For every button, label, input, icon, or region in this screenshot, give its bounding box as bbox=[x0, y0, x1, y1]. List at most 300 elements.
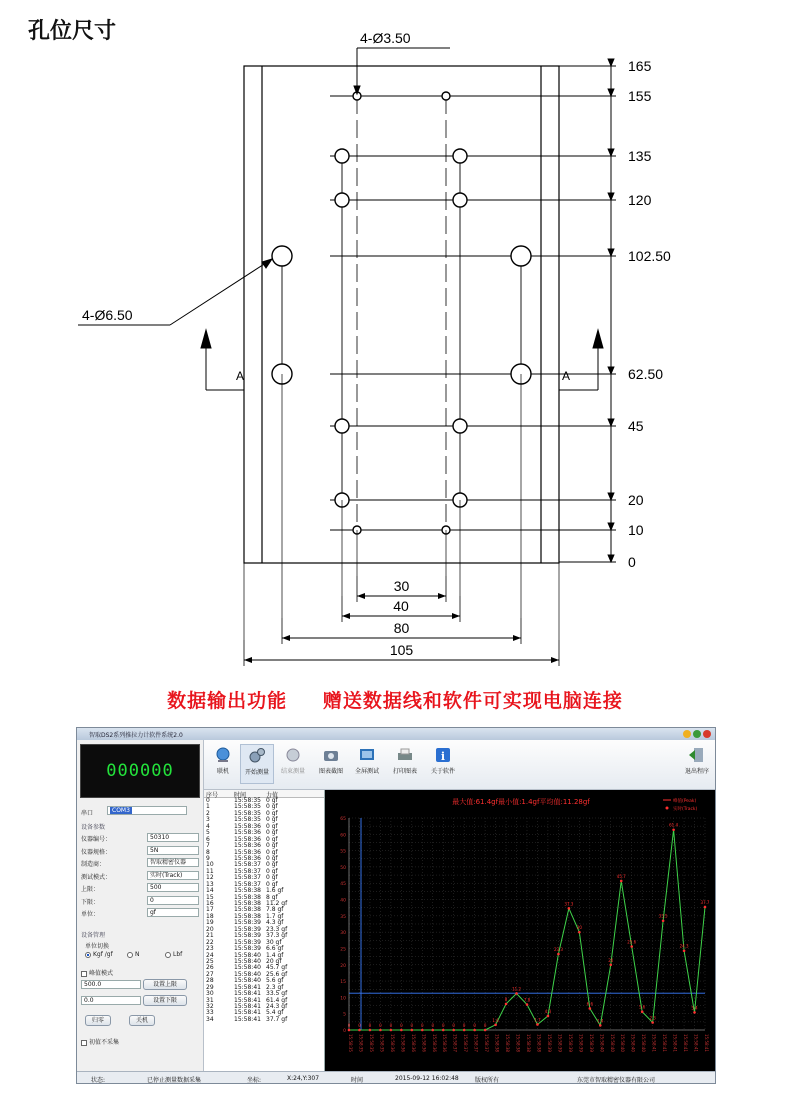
data-label: 61.4 bbox=[669, 822, 679, 828]
data-point bbox=[473, 1029, 476, 1032]
force-chart bbox=[325, 790, 716, 1073]
param-label: 仪器规格： bbox=[81, 848, 112, 856]
x-tick-label: 15:58:38 bbox=[515, 1034, 521, 1052]
row-force: 5.6 gf bbox=[266, 977, 284, 985]
display-value: 000000 bbox=[106, 761, 174, 781]
force-display bbox=[80, 744, 200, 798]
data-table bbox=[204, 790, 325, 1073]
hole bbox=[453, 419, 467, 433]
params-header: 设备参数 bbox=[81, 824, 106, 831]
data-point bbox=[589, 1007, 592, 1010]
x-tick-label: 15:58:37 bbox=[484, 1034, 490, 1052]
row-index: 1 bbox=[206, 803, 210, 811]
y-tick-label: 45 bbox=[340, 882, 346, 888]
header-time: 时间 bbox=[234, 792, 247, 799]
row-force: 2.3 gf bbox=[266, 983, 284, 991]
data-point bbox=[704, 906, 707, 909]
param-value: gf bbox=[147, 908, 199, 917]
y-dim-label: 10 bbox=[628, 522, 644, 538]
row-time: 15:58:36 bbox=[234, 822, 261, 830]
row-force: 23.3 gf bbox=[266, 925, 288, 933]
x-tick-label: 15:58:35 bbox=[358, 1034, 364, 1052]
data-label: 11.2 bbox=[512, 986, 521, 992]
hole bbox=[442, 92, 450, 100]
row-force: 11.2 gf bbox=[266, 900, 288, 907]
row-index: 14 bbox=[206, 887, 214, 895]
x-tick-label: 15:58:38 bbox=[536, 1034, 542, 1052]
data-point bbox=[494, 1023, 497, 1026]
unit-kgf-label: Kgf /gf bbox=[93, 951, 113, 958]
legend-track: 实时(Track) bbox=[673, 807, 698, 812]
data-point bbox=[442, 1029, 445, 1032]
slogan-part1: 数据输出功能 bbox=[167, 690, 288, 712]
row-force: 0 gf bbox=[266, 797, 278, 804]
x-tick-label: 15:58:40 bbox=[609, 1034, 615, 1052]
param-value: 实时(Track) bbox=[147, 871, 199, 880]
y-dim-arrow bbox=[608, 249, 614, 256]
param-label: 制造商： bbox=[81, 861, 106, 868]
x-tick-label: 15:58:41 bbox=[672, 1034, 678, 1052]
status-copyright: 版权所有 bbox=[475, 1077, 500, 1084]
data-label: 6.6 bbox=[586, 1001, 594, 1007]
data-point bbox=[348, 1029, 351, 1032]
row-time: 15:58:38 bbox=[234, 906, 261, 914]
page-title: 孔位尺寸 bbox=[28, 19, 117, 44]
set-upper-button[interactable]: 设置上限 bbox=[143, 979, 187, 990]
row-index: 22 bbox=[206, 938, 214, 946]
x-tick-label: 15:58:37 bbox=[473, 1034, 479, 1052]
y-dim-label: 135 bbox=[628, 148, 652, 164]
x-tick-label: 15:58:39 bbox=[567, 1034, 573, 1052]
data-label: 0 bbox=[452, 1023, 455, 1028]
x-dim-label: 40 bbox=[393, 598, 409, 614]
section-letter-left: A bbox=[236, 369, 245, 383]
data-label: 0 bbox=[483, 1023, 487, 1028]
y-tick-label: 5 bbox=[343, 1012, 346, 1018]
row-force: 0 gf bbox=[266, 809, 278, 817]
data-point bbox=[463, 1029, 466, 1032]
row-force: 7.8 gf bbox=[266, 906, 284, 914]
row-time: 15:58:41 bbox=[234, 990, 261, 998]
window-title: 智取DS2系列推拉力计软件系统2.0 bbox=[89, 731, 183, 739]
unit-radio-n[interactable] bbox=[127, 951, 140, 958]
x-tick-label: 15:58:41 bbox=[662, 1034, 668, 1052]
row-force: 0 gf bbox=[266, 854, 278, 862]
data-label: 0 bbox=[347, 1023, 351, 1028]
row-index: 32 bbox=[206, 1003, 214, 1010]
about-button[interactable] bbox=[426, 746, 460, 775]
hole bbox=[335, 419, 349, 433]
off-button[interactable]: 关机 bbox=[129, 1015, 155, 1026]
data-label: 0 bbox=[441, 1023, 445, 1028]
data-point bbox=[609, 963, 612, 966]
x-dim-label: 80 bbox=[393, 620, 410, 636]
row-time: 15:58:37 bbox=[234, 861, 261, 869]
row-index: 26 bbox=[206, 964, 214, 972]
y-dim-arrow bbox=[608, 59, 614, 66]
plate-outline bbox=[244, 66, 559, 563]
printer-icon bbox=[396, 746, 414, 764]
y-tick-label: 30 bbox=[340, 931, 346, 937]
x-tick-label: 15:58:36 bbox=[389, 1034, 395, 1052]
data-label: 30 bbox=[576, 925, 582, 931]
fullscreen-button[interactable] bbox=[350, 746, 384, 775]
window-titlebar bbox=[77, 728, 715, 740]
row-time: 15:58:38 bbox=[234, 893, 261, 901]
about-label: 关于软件 bbox=[430, 768, 455, 775]
row-time: 15:58:41 bbox=[234, 983, 261, 991]
globe-icon bbox=[214, 746, 232, 764]
param-label: 仪器编号： bbox=[81, 836, 112, 843]
y-dim-label: 62.50 bbox=[628, 366, 664, 382]
data-point bbox=[369, 1029, 372, 1032]
chart-capture-button[interactable] bbox=[314, 746, 348, 775]
y-tick-label: 65 bbox=[340, 817, 346, 822]
stop-measure-button[interactable] bbox=[276, 746, 310, 775]
param-value: 0 bbox=[147, 896, 199, 905]
hole bbox=[453, 149, 467, 163]
row-force: 1.7 gf bbox=[266, 912, 284, 920]
row-index: 9 bbox=[206, 854, 210, 862]
data-label: 25.6 bbox=[627, 939, 637, 945]
row-index: 7 bbox=[206, 842, 210, 850]
unit-lbf-label: Lbf bbox=[173, 951, 183, 958]
hole bbox=[511, 246, 531, 266]
x-dim-arrow bbox=[513, 635, 521, 641]
no-sample-checkbox[interactable] bbox=[81, 1037, 119, 1046]
x-tick-label: 15:58:38 bbox=[505, 1034, 511, 1052]
row-index: 19 bbox=[206, 919, 214, 927]
y-dim-arrow bbox=[608, 493, 614, 500]
y-tick-label: 55 bbox=[340, 849, 346, 855]
row-time: 15:58:36 bbox=[234, 848, 261, 856]
data-point bbox=[672, 828, 675, 831]
x-dim-arrow bbox=[244, 657, 252, 663]
x-tick-label: 15:58:36 bbox=[400, 1034, 406, 1052]
param-label: 单位： bbox=[81, 911, 100, 918]
data-point bbox=[557, 953, 560, 956]
row-index: 12 bbox=[206, 874, 214, 882]
data-point bbox=[547, 1015, 550, 1018]
status-time-value: 2015-09-12 16:02:48 bbox=[395, 1075, 459, 1082]
status-time-label: 时间 bbox=[351, 1077, 364, 1084]
y-tick-label: 20 bbox=[340, 963, 346, 969]
param-label: 下限： bbox=[81, 898, 100, 906]
row-force: 0 gf bbox=[266, 803, 278, 811]
y-tick-label: 60 bbox=[340, 833, 346, 839]
row-time: 15:58:38 bbox=[234, 900, 261, 907]
y-dim-arrow bbox=[608, 555, 614, 562]
y-dim-label: 155 bbox=[628, 88, 652, 104]
y-dim-arrow bbox=[608, 367, 614, 374]
software-window bbox=[76, 727, 716, 1084]
y-dim-label: 20 bbox=[628, 492, 644, 508]
y-tick-label: 0 bbox=[343, 1029, 346, 1034]
small-hole-label: 4-Ø3.50 bbox=[360, 30, 411, 46]
row-time: 15:58:40 bbox=[234, 970, 261, 978]
param-value: 500 bbox=[147, 883, 199, 892]
hole bbox=[453, 193, 467, 207]
section-letter-right: A bbox=[562, 369, 571, 383]
row-time: 15:58:40 bbox=[234, 964, 261, 972]
close-icon[interactable] bbox=[703, 730, 711, 738]
port-label: 串口 bbox=[81, 810, 94, 817]
toolbar bbox=[204, 740, 715, 790]
row-index: 8 bbox=[206, 848, 210, 856]
row-force: 8 gf bbox=[266, 893, 278, 901]
x-tick-label: 15:58:39 bbox=[557, 1034, 563, 1052]
info-icon bbox=[434, 746, 452, 764]
status-coord-label: 坐标: bbox=[247, 1077, 262, 1084]
row-time: 15:58:38 bbox=[234, 912, 261, 920]
data-label: 0 bbox=[389, 1023, 393, 1028]
row-index: 28 bbox=[206, 977, 214, 985]
y-dim-label: 45 bbox=[628, 418, 644, 434]
maximize-icon[interactable] bbox=[693, 730, 701, 738]
data-point bbox=[505, 1003, 508, 1006]
row-time: 15:58:35 bbox=[234, 809, 261, 817]
stop-measure-label: 结束测量 bbox=[280, 768, 305, 775]
mgmt-header: 设备管理 bbox=[81, 932, 106, 939]
data-label: 0 bbox=[421, 1023, 424, 1028]
row-time: 15:58:35 bbox=[234, 816, 261, 824]
param-value: 智取精密仪器 bbox=[147, 858, 199, 867]
x-tick-label: 15:58:40 bbox=[599, 1034, 605, 1052]
row-force: 0 gf bbox=[266, 835, 278, 843]
table-row[interactable] bbox=[204, 1017, 324, 1023]
legend-peak: 峰值(Peak) bbox=[673, 799, 697, 804]
y-tick-label: 50 bbox=[340, 865, 346, 871]
data-label: 1.7 bbox=[534, 1017, 541, 1023]
data-point bbox=[411, 1029, 414, 1032]
row-index: 34 bbox=[206, 1015, 214, 1023]
y-dim-label: 0 bbox=[628, 554, 636, 570]
row-force: 37.7 gf bbox=[266, 1015, 288, 1023]
row-time: 15:58:37 bbox=[234, 874, 261, 882]
y-tick-label: 40 bbox=[340, 898, 346, 904]
row-index: 33 bbox=[206, 1009, 214, 1017]
data-label: 1.6 bbox=[492, 1017, 499, 1023]
row-index: 11 bbox=[206, 867, 214, 875]
exit-button[interactable] bbox=[680, 746, 714, 775]
x-dim-label: 105 bbox=[389, 642, 414, 658]
data-point bbox=[630, 945, 633, 948]
row-time: 15:58:37 bbox=[234, 867, 261, 875]
x-dim-arrow bbox=[282, 635, 290, 641]
x-tick-label: 15:58:41 bbox=[651, 1034, 657, 1052]
x-tick-label: 15:58:35 bbox=[379, 1034, 385, 1052]
y-dim-arrow bbox=[608, 419, 614, 426]
param-value: 50310 bbox=[147, 833, 199, 842]
unit-n-label: N bbox=[135, 951, 140, 958]
row-time: 15:58:39 bbox=[234, 919, 261, 927]
data-point bbox=[515, 992, 518, 995]
data-label: 33.5 bbox=[658, 913, 668, 919]
unit-radio-kgf[interactable] bbox=[85, 951, 113, 958]
x-tick-label: 15:58:40 bbox=[630, 1034, 636, 1052]
header-force: 力值 bbox=[266, 792, 279, 799]
set-lower-button[interactable]: 设置下限 bbox=[143, 995, 187, 1006]
data-point bbox=[536, 1023, 539, 1026]
param-label: 测试模式： bbox=[81, 873, 112, 881]
x-tick-label: 15:58:35 bbox=[348, 1034, 353, 1052]
x-dim-arrow bbox=[357, 593, 365, 599]
data-label: 0 bbox=[379, 1023, 382, 1028]
x-tick-label: 15:58:39 bbox=[588, 1034, 594, 1052]
peak-mode-label: 峰值模式 bbox=[89, 970, 114, 977]
row-force: 30 gf bbox=[266, 938, 282, 946]
row-index: 30 bbox=[206, 990, 214, 998]
row-time: 15:58:39 bbox=[234, 932, 261, 940]
row-force: 20 gf bbox=[266, 957, 282, 965]
row-time: 15:58:40 bbox=[234, 977, 261, 985]
row-force: 0 gf bbox=[266, 829, 278, 837]
unit-radio-lbf[interactable] bbox=[165, 951, 182, 958]
row-index: 29 bbox=[206, 983, 214, 991]
x-tick-label: 15:58:38 bbox=[526, 1034, 531, 1052]
data-point bbox=[452, 1029, 455, 1032]
lower-limit-input[interactable]: 0.0 bbox=[81, 996, 141, 1005]
data-point bbox=[578, 931, 581, 934]
data-point bbox=[568, 907, 571, 910]
x-tick-label: 15:58:37 bbox=[452, 1034, 458, 1052]
row-force: 37.3 gf bbox=[266, 932, 288, 940]
row-time: 15:58:39 bbox=[234, 945, 261, 953]
print-chart-button[interactable] bbox=[388, 746, 422, 775]
data-label: 37.7 bbox=[700, 900, 710, 906]
data-point bbox=[421, 1029, 424, 1032]
minimize-icon[interactable] bbox=[683, 730, 691, 738]
table-header bbox=[204, 790, 324, 798]
row-index: 15 bbox=[206, 893, 214, 901]
data-label: 4.3 bbox=[544, 1008, 552, 1014]
row-time: 15:58:40 bbox=[234, 957, 261, 965]
x-tick-label: 15:58:40 bbox=[641, 1034, 647, 1052]
data-label: 8 bbox=[504, 996, 508, 1002]
row-time: 15:58:40 bbox=[234, 951, 261, 959]
data-label: 37.3 bbox=[564, 901, 574, 907]
x-tick-label: 15:58:37 bbox=[463, 1034, 469, 1052]
x-tick-label: 15:58:36 bbox=[421, 1034, 427, 1052]
row-force: 4.3 gf bbox=[266, 919, 284, 927]
hole bbox=[335, 193, 349, 207]
data-point bbox=[693, 1011, 696, 1014]
stop-gears-icon bbox=[284, 746, 302, 764]
y-dim-label: 165 bbox=[628, 58, 652, 74]
status-state-value: 已停止测量数据采集 bbox=[147, 1077, 202, 1084]
y-tick-label: 10 bbox=[340, 996, 346, 1002]
upper-limit-input[interactable]: 500.0 bbox=[81, 980, 141, 989]
row-force: 0 gf bbox=[266, 842, 278, 850]
row-force: 0 gf bbox=[266, 861, 278, 869]
zero-button[interactable]: 归零 bbox=[85, 1015, 111, 1026]
status-state-label: 状态: bbox=[91, 1077, 106, 1084]
x-dim-arrow bbox=[438, 593, 446, 599]
row-time: 15:58:36 bbox=[234, 829, 261, 837]
row-index: 3 bbox=[206, 816, 210, 824]
y-dim-arrow bbox=[608, 149, 614, 156]
y-tick-label: 25 bbox=[340, 947, 346, 953]
x-tick-label: 15:58:41 bbox=[693, 1034, 699, 1052]
start-measure-button[interactable] bbox=[240, 744, 274, 784]
row-time: 15:58:41 bbox=[234, 1003, 261, 1010]
y-dim-arrow bbox=[608, 89, 614, 96]
y-tick-label: 35 bbox=[340, 914, 346, 920]
row-force: 0 gf bbox=[266, 874, 278, 882]
row-force: 0 gf bbox=[266, 822, 278, 830]
data-point bbox=[599, 1024, 602, 1027]
row-index: 21 bbox=[206, 932, 214, 940]
row-time: 15:58:39 bbox=[234, 938, 261, 946]
data-label: 7.8 bbox=[523, 997, 531, 1003]
data-point bbox=[379, 1029, 382, 1032]
x-dim-arrow bbox=[342, 613, 350, 619]
row-force: 25.6 gf bbox=[266, 970, 288, 978]
data-point bbox=[431, 1029, 434, 1032]
row-time: 15:58:39 bbox=[234, 925, 261, 933]
row-force: 5.4 gf bbox=[266, 1009, 284, 1017]
large-hole-label: 4-Ø6.50 bbox=[82, 307, 133, 323]
row-time: 15:58:41 bbox=[234, 1015, 261, 1023]
data-label: 0 bbox=[431, 1023, 435, 1028]
port-value: COM3 bbox=[112, 807, 130, 814]
row-index: 10 bbox=[206, 861, 214, 869]
connect-button[interactable] bbox=[206, 746, 240, 775]
x-tick-label: 15:58:35 bbox=[368, 1034, 374, 1052]
row-force: 0 gf bbox=[266, 880, 278, 888]
chart-panel bbox=[325, 790, 716, 1073]
slogan bbox=[0, 686, 790, 713]
row-index: 27 bbox=[206, 970, 214, 978]
param-label: 上限： bbox=[81, 886, 100, 893]
status-coord-value: X:24,Y:307 bbox=[287, 1075, 320, 1082]
y-dim-arrow bbox=[608, 523, 614, 530]
data-point bbox=[620, 880, 623, 883]
data-label: 0 bbox=[400, 1023, 403, 1028]
status-company: 东莞市智取精密仪器有限公司 bbox=[577, 1077, 656, 1084]
left-panel bbox=[77, 740, 204, 1073]
row-index: 5 bbox=[206, 829, 210, 837]
fullscreen-label: 全屏测试 bbox=[354, 768, 379, 775]
hole bbox=[272, 246, 292, 266]
x-tick-label: 15:58:36 bbox=[410, 1034, 416, 1052]
peak-mode-checkbox[interactable] bbox=[81, 968, 113, 977]
x-tick-label: 15:58:39 bbox=[578, 1034, 584, 1052]
data-point bbox=[651, 1021, 654, 1024]
print-chart-label: 打印图表 bbox=[392, 768, 417, 775]
gears-icon bbox=[248, 747, 266, 765]
chart-title: 最大值:61.4gf最小值:1.4gf平均值:11.28gf bbox=[452, 798, 590, 806]
connect-label: 联机 bbox=[216, 768, 229, 775]
y-dim-label: 120 bbox=[628, 192, 652, 208]
row-time: 15:58:37 bbox=[234, 880, 261, 888]
no-sample-label: 初值不采集 bbox=[89, 1039, 120, 1046]
row-index: 13 bbox=[206, 880, 214, 888]
row-force: 1.6 gf bbox=[266, 887, 284, 895]
row-force: 1.4 gf bbox=[266, 951, 284, 959]
port-select[interactable] bbox=[107, 806, 187, 815]
row-index: 6 bbox=[206, 835, 210, 843]
row-index: 20 bbox=[206, 925, 214, 933]
row-index: 24 bbox=[206, 951, 214, 959]
row-index: 31 bbox=[206, 996, 214, 1004]
data-point bbox=[390, 1029, 393, 1032]
x-dim-arrow bbox=[551, 657, 559, 663]
data-label: 5.6 bbox=[638, 1004, 646, 1010]
data-point bbox=[683, 949, 686, 952]
row-index: 23 bbox=[206, 945, 214, 953]
svg-text:i: i bbox=[440, 750, 446, 763]
